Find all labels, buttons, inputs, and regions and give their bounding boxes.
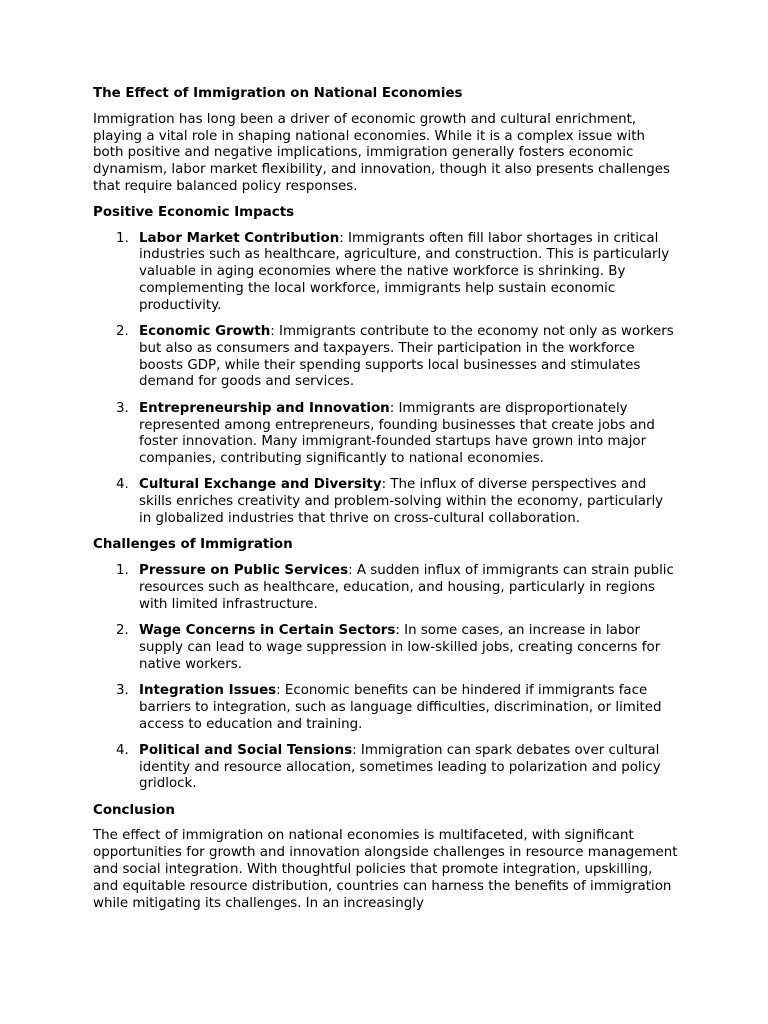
list-number: 4. — [116, 742, 129, 758]
list-item-term: Wage Concerns in Certain Sectors — [139, 623, 396, 639]
list-item-text: : Immigrants often fill labor shortages in critical industries such as healthcare, agriculture, and construction. This is particularly valuable in aging economies where the native workforce is shrinking. By complementing the local workforce, immigrants help sustain economic productivity. — [139, 230, 670, 313]
intro-paragraph: Immigration has long been a driver of economic growth and cultural enrichment, playing a vital role in shaping national economies. While it is a complex issue with both positive and negative implications, immigration generally fosters economic dynamism, labor market flexibility, and innovation, though it also presents challenges that require balanced policy responses. — [93, 111, 670, 194]
challenges-heading: Challenges of Immigration — [93, 537, 293, 553]
list-item-text: : Immigrants are disproportionately represented among entrepreneurs, founding businesses that create jobs and foster innovation. Many immigrant-founded startups have grown into major companies, contributing significantly to national economies. — [139, 400, 655, 467]
challenges-list — [93, 563, 678, 793]
conclusion-paragraph: The effect of immigration on national economies is multifaceted, with significant opportunities for growth and innovation alongside challenges in resource management and social integration. With thoughtful policies that promote integration, upskilling, and equitable resource distribution, countries can harness the benefits of immigration while mitigating its challenges. In an increasingly — [93, 828, 678, 911]
list-item-term: Entrepreneurship and Innovation — [139, 400, 390, 416]
positive-impacts-heading: Positive Economic Impacts — [93, 204, 295, 220]
list-item-term: Labor Market Contribution — [139, 230, 340, 246]
conclusion-heading: Conclusion — [93, 802, 175, 818]
list-number: 1. — [116, 563, 129, 579]
list-item — [93, 743, 678, 793]
document-title: The Effect of Immigration on National Economies — [93, 86, 463, 101]
list-item-text: : In some cases, an increase in labor supply can lead to wage suppression in low-skilled jobs, creating concerns for native workers. — [139, 623, 661, 672]
list-number: 2. — [116, 324, 129, 340]
list-item — [93, 231, 678, 315]
list-number: 4. — [116, 477, 129, 493]
list-item — [93, 563, 678, 613]
list-item-term: Cultural Exchange and Diversity — [139, 477, 382, 493]
list-item-text: : A sudden influx of immigrants can strain public resources such as healthcare, education, and housing, particularly in regions with limited infrastructure. — [139, 563, 674, 612]
list-number: 3. — [116, 682, 129, 698]
list-item-text: : Immigration can spark debates over cultural identity and resource allocation, sometimes leading to polarization and policy gridlock. — [139, 742, 661, 792]
list-item-text: : The influx of diverse perspectives and skills enriches creativity and problem-solving within the economy, particularly in globalized industries that thrive on cross-cultural collaboration. — [139, 477, 664, 527]
document-page — [93, 86, 678, 921]
list-item-text: : Economic benefits can be hindered if immigrants face barriers to integration, such as language difficulties, discrimination, or limited access to education and training. — [139, 682, 662, 732]
list-item-text: : Immigrants contribute to the economy not only as workers but also as consumers and taxpayers. Their participation in the workforce boosts GDP, while their spending supports local businesses and stimulates demand for goods and services. — [139, 324, 674, 390]
list-number: 2. — [116, 623, 129, 639]
list-item — [93, 477, 678, 527]
list-item-term: Pressure on Public Services — [139, 563, 349, 579]
list-number: 1. — [116, 230, 129, 246]
list-item — [93, 623, 678, 673]
positive-impacts-list — [93, 231, 678, 528]
list-item-term: Integration Issues — [139, 682, 277, 698]
list-number: 3. — [116, 400, 129, 416]
list-item — [93, 324, 678, 391]
list-item-term: Political and Social Tensions — [139, 742, 353, 758]
list-item-term: Economic Growth — [139, 324, 271, 340]
list-item — [93, 401, 678, 468]
list-item — [93, 683, 678, 733]
